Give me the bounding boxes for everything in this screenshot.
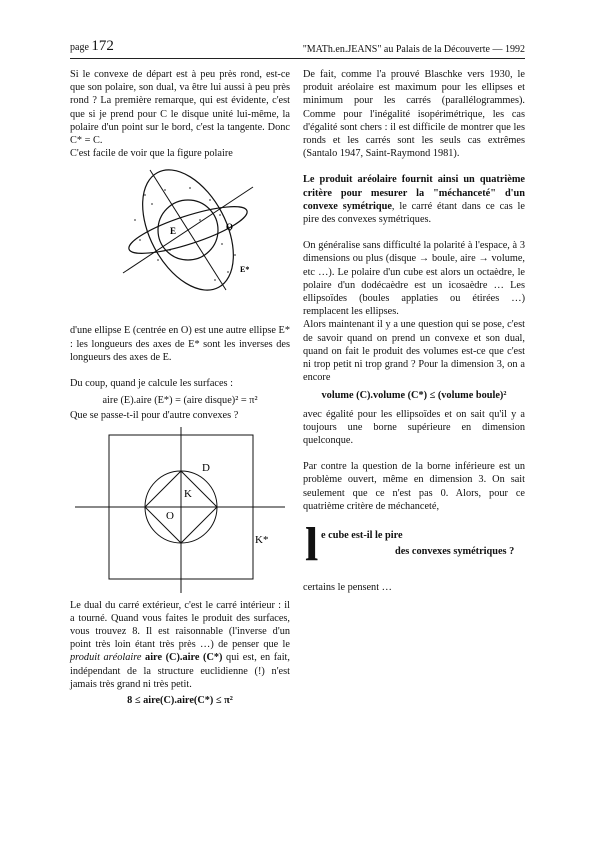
paragraph: C'est facile de voir que la figure polaire <box>70 148 233 160</box>
right-column <box>303 68 525 594</box>
label-e-star: E* <box>240 265 250 275</box>
paragraph: Que se passe-t-il pour d'autre convexes ? <box>70 410 239 422</box>
label-o: O <box>166 509 174 522</box>
label-k: K <box>184 487 192 500</box>
pull-question <box>303 518 525 575</box>
paragraph: Par contre la question de la borne inférieure est un problème ouvert, même en dimension 3. On sait seulement que ce n'est pas 0. Alors, pour ce quatrième critère de méchanceté, <box>303 461 525 512</box>
formula-ellipse: aire (E).aire (E*) = (aire disque)² = π² <box>102 395 258 407</box>
paragraph: Le produit aréolaire fournit ainsi un quatrième critère pour mesurer la "méchanceté" d'un convexe symétrique, le carré étant dans ce cas le pire des convexes symétriques. <box>303 174 525 226</box>
page-header <box>70 38 525 59</box>
paragraph: De fait, comme l'a prouvé Blaschke vers 1930, le produit aréolaire est maximum pour les ellipses et minimum pour les carrés (parallélogrammes). Comme pour l'inégalité isopérimétrique, les cas d'égalité sont chers : il est difficile de montrer que les ronds et les carrés sont les seuls cas extrêmes (Santalo 1947, Saint-Raymond 1981). <box>303 69 525 160</box>
paragraph: On généralise sans difficulté la polarité à l'espace, à 3 dimensions ou plus (disque → boule, aire → volume, etc …). Le polaire d'un cube est alors un octaèdre, le polaire d'un dodécaèdre est un icosaèdre … Les ellipsoïdes (boules applaties ou étirées …) remplacent les ellipses. <box>303 240 525 318</box>
paragraph: Alors maintenant il y a une question qui se pose, c'est de savoir quand on prend un convexe et son dual, quand on fait le produit des volumes est-ce que c'est ni trop petit ni trop grand ? Pour la dimension 3, on a encore <box>303 319 525 384</box>
running-title: "MATh.en.JEANS" au Palais de la Découverte — 1992 <box>302 44 525 55</box>
left-column <box>70 68 290 707</box>
formula-volume: volume (C).volume (C*) ≤ (volume boule)² <box>321 390 507 402</box>
ellipse-polar-figure <box>70 160 290 324</box>
square-polar-figure <box>70 427 290 597</box>
paragraph: certains le pensent … <box>303 582 392 594</box>
paragraph: d'une ellipse E (centrée en O) est une autre ellipse E* : les longueurs des axes de E* sont les inverses des longueurs des axes de E. <box>70 325 290 363</box>
label-o: O <box>226 222 234 233</box>
paragraph: Si le convexe de départ est à peu près rond, est-ce que son polaire, son dual, va être lui aussi à peu près rond ? La première remarque, qui est évidente, c'est que si je prend pour C le disque unité lui-même, la polaire d'un point sur le bord, c'est la tangente. Donc C* = C. <box>70 69 290 147</box>
paragraph: Le dual du carré extérieur, c'est le carré intérieur : il a tourné. Quand vous faites le produit des surfaces, vous trouvez 8. Il est raisonnable (l'inverse d'un point très loin étant très près …) de penser que le produit aréolaire aire (C).aire (C*) qui est, en fait, indépendant de la structure euclidienne (!) n'est jamais très grand ni très petit. <box>70 599 290 690</box>
paragraph: Du coup, quand je calcule les surfaces : <box>70 378 233 390</box>
formula-bounds: 8 ≤ aire(C).aire(C*) ≤ π² <box>127 695 233 707</box>
page-number: page 172 <box>70 38 114 54</box>
label-d: D <box>202 461 210 474</box>
question-line-1: e cube est-il le pire <box>321 530 403 542</box>
question-line-2: des convexes symétriques ? <box>395 546 515 558</box>
paragraph: avec égalité pour les ellipsoïdes et on sait qu'il y a toujours une borne supérieure en dimension quelconque. <box>303 408 525 447</box>
label-k-star: K* <box>255 533 269 546</box>
label-e: E <box>170 226 177 237</box>
drop-letter: l <box>305 518 319 572</box>
